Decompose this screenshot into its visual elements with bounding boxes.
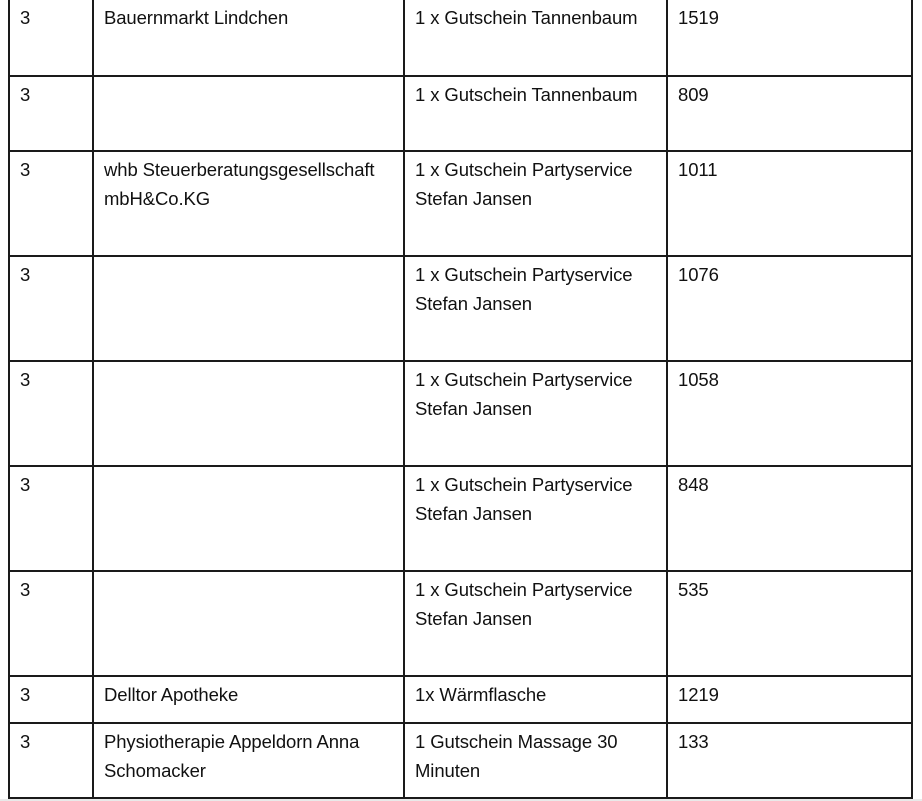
cell-prize: 1 x Gutschein Partyservice Stefan Jansen <box>404 571 667 676</box>
prize-table <box>8 0 913 799</box>
table-row <box>9 571 912 676</box>
cell-ticket-number: 1058 <box>667 361 912 466</box>
cell-sponsor <box>93 466 404 571</box>
table-row <box>9 361 912 466</box>
cell-sponsor: Bauernmarkt Lindchen <box>93 0 404 76</box>
cell-sponsor <box>93 361 404 466</box>
cell-ticket-number: 1011 <box>667 151 912 256</box>
cell-ticket-number: 809 <box>667 76 912 151</box>
cell-ticket-number: 1076 <box>667 256 912 361</box>
cell-number: 3 <box>9 151 93 256</box>
cell-ticket-number: 133 <box>667 723 912 798</box>
cell-number: 3 <box>9 676 93 723</box>
cell-number: 3 <box>9 256 93 361</box>
cell-number: 3 <box>9 361 93 466</box>
cell-sponsor: Physiotherapie Appeldorn Anna Schomacker <box>93 723 404 798</box>
cell-number: 3 <box>9 0 93 76</box>
cell-prize: 1 x Gutschein Partyservice Stefan Jansen <box>404 466 667 571</box>
cell-sponsor <box>93 256 404 361</box>
cell-prize: 1 Gutschein Massage 30 Minuten <box>404 723 667 798</box>
cell-prize: 1 x Gutschein Tannenbaum <box>404 0 667 76</box>
cell-prize: 1 x Gutschein Partyservice Stefan Jansen <box>404 256 667 361</box>
cell-prize: 1 x Gutschein Partyservice Stefan Jansen <box>404 151 667 256</box>
cell-ticket-number: 848 <box>667 466 912 571</box>
cell-prize: 1 x Gutschein Tannenbaum <box>404 76 667 151</box>
table-row <box>9 466 912 571</box>
table-row <box>9 723 912 798</box>
cell-number: 3 <box>9 571 93 676</box>
cell-number: 3 <box>9 466 93 571</box>
table-row <box>9 76 912 151</box>
cell-ticket-number: 535 <box>667 571 912 676</box>
table-row <box>9 676 912 723</box>
cell-number: 3 <box>9 723 93 798</box>
cell-prize: 1 x Gutschein Partyservice Stefan Jansen <box>404 361 667 466</box>
cell-ticket-number: 1219 <box>667 676 912 723</box>
table-row <box>9 256 912 361</box>
cell-ticket-number: 1519 <box>667 0 912 76</box>
cell-sponsor: whb Steuerberatungsgesellschaft mbH&Co.KG <box>93 151 404 256</box>
cell-number: 3 <box>9 76 93 151</box>
cell-sponsor: Delltor Apotheke <box>93 676 404 723</box>
cell-sponsor <box>93 76 404 151</box>
table-row <box>9 0 912 76</box>
cell-prize: 1x Wärmflasche <box>404 676 667 723</box>
table-row <box>9 151 912 256</box>
cell-sponsor <box>93 571 404 676</box>
